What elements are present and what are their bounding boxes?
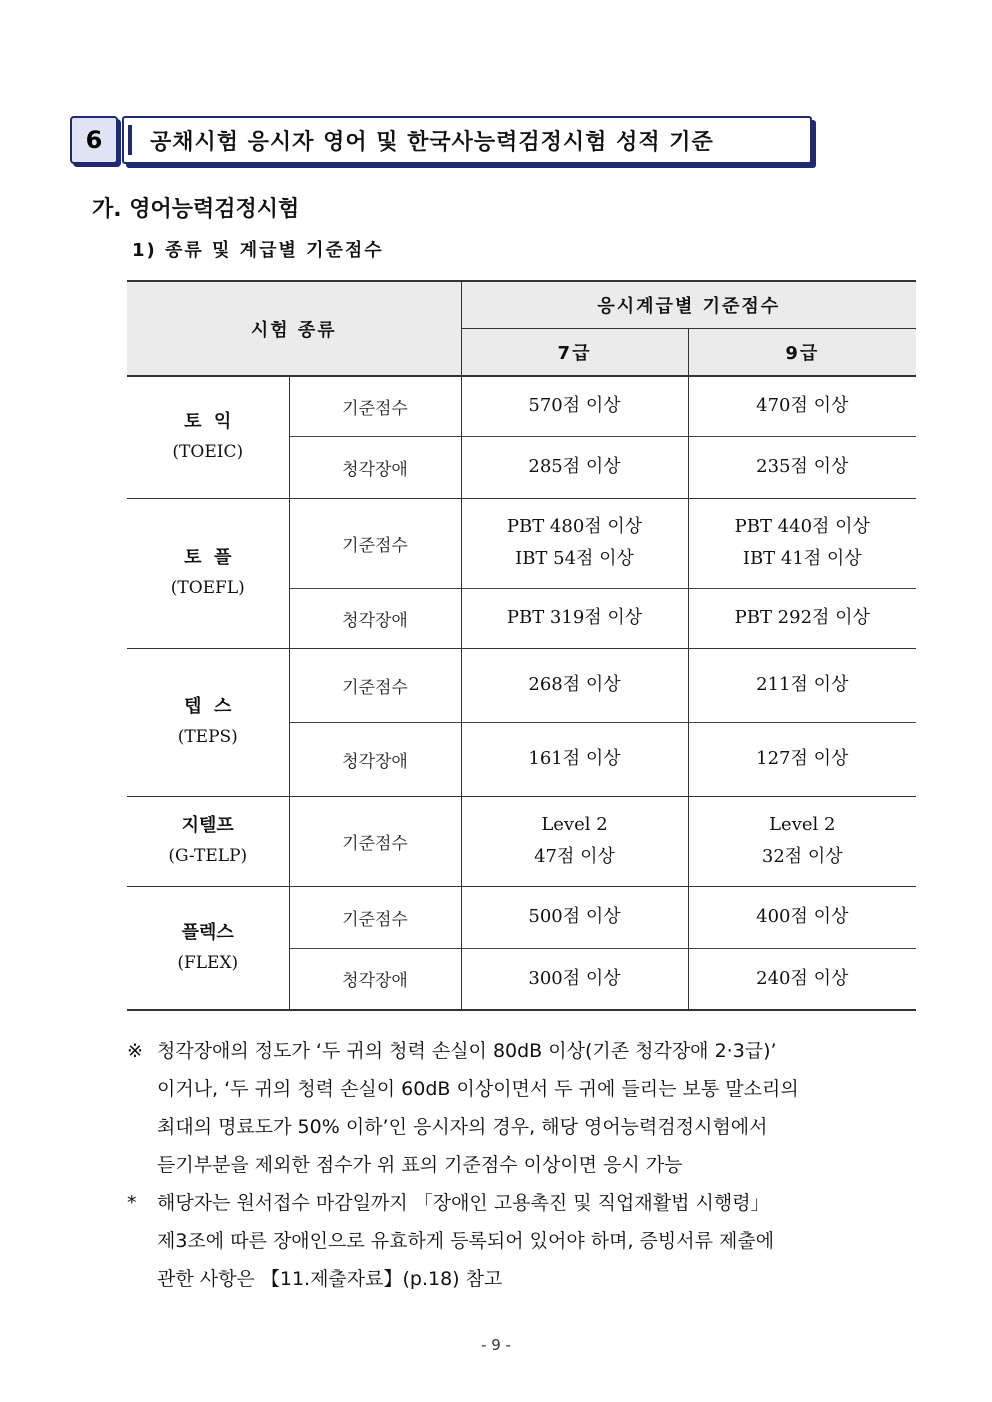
score-kind-cell: 기준점수 [289,886,461,948]
header-exam-type: 시험 종류 [127,281,461,376]
score-grade-7-cell [461,796,688,886]
header-grade-9: 9급 [688,329,916,377]
score-value: PBT 480점 이상 [506,516,643,537]
score-value: 570점 이상 [528,395,621,417]
exam-name-korean: 토 익 [184,411,232,433]
score-value: PBT 292점 이상 [734,607,870,628]
header-grade-7: 7급 [461,329,688,377]
score-kind-cell: 기준점수 [289,796,461,886]
score-grade-7-cell [461,376,688,436]
note-mark: * [127,1192,137,1214]
score-value: 47점 이상 [534,846,615,867]
exam-name-english: (TOEIC) [172,442,244,463]
score-value: 235점 이상 [756,456,849,477]
title-accent-bar [128,125,132,155]
score-value: PBT 440점 이상 [734,516,870,537]
exam-name-english: (TOEFL) [170,578,245,598]
page-number: - 9 - [481,1336,511,1354]
score-kind-cell: 청각장애 [289,722,461,796]
exam-name-korean: 토 플 [184,547,232,568]
exam-name-korean: 플렉스 [181,921,234,943]
note-line: 이거나, ‘두 귀의 청력 손실이 60dB 이상이면서 두 귀에 들리는 보통 말소리의 [157,1078,799,1100]
exam-name-cell [127,886,289,1010]
score-value: IBT 41점 이상 [742,548,862,569]
score-grade-9-cell [688,436,916,498]
score-kind-cell: 기준점수 [289,376,461,436]
score-grade-7-cell [461,948,688,1010]
note-registration [127,1184,774,1298]
exam-name-cell [127,376,289,498]
note-line: 해당자는 원서접수 마감일까지 「장애인 고용촉진 및 직업재활법 시행령」 [157,1192,770,1214]
score-value: 500점 이상 [528,906,621,927]
subsection-heading: 가. 영어능력검정시험 [92,197,300,222]
score-value: 32점 이상 [761,846,843,867]
score-grade-7-cell [461,886,688,948]
exam-name-cell [127,796,289,886]
score-grade-7-cell [461,436,688,498]
score-kind-cell: 기준점수 [289,498,461,588]
score-value: Level 2 [769,814,836,835]
score-value: 127점 이상 [756,748,849,769]
score-grade-7-cell [461,498,688,588]
score-value: PBT 319점 이상 [506,607,643,628]
score-value: 470점 이상 [756,395,849,417]
score-value: 268점 이상 [528,674,621,695]
score-grade-9-cell [688,376,916,436]
score-value: Level 2 [541,814,608,835]
score-grade-9-cell [688,796,916,886]
section-number-badge: 6 [70,116,118,164]
score-grade-7-cell [461,722,688,796]
exam-name-english: (G-TELP) [168,846,248,866]
exam-name-cell [127,648,289,796]
subsubsection-heading: 1) 종류 및 계급별 기준점수 [132,240,384,261]
exam-name-korean: 텝 스 [184,696,232,717]
score-kind-cell: 청각장애 [289,588,461,648]
score-grade-9-cell [688,948,916,1010]
exam-name-english: (TEPS) [177,727,238,747]
score-value: 240점 이상 [756,967,849,989]
score-grade-9-cell [688,588,916,648]
score-value: 161점 이상 [528,748,621,769]
header-grade-group: 응시계급별 기준점수 [461,281,916,329]
score-kind-cell: 청각장애 [289,948,461,1010]
section-title: 공채시험 응시자 영어 및 한국사능력검정시험 성적 기준 [150,129,714,155]
score-value: 285점 이상 [528,456,621,477]
note-line: 최대의 명료도가 50% 이하’인 응시자의 경우, 해당 영어능력검정시험에서 [157,1116,768,1138]
note-mark: ※ [127,1040,143,1062]
score-grade-9-cell [688,886,916,948]
score-value: 300점 이상 [528,967,621,989]
score-kind-cell: 청각장애 [289,436,461,498]
section-title-box [122,116,812,164]
score-table [127,280,916,1011]
score-kind-cell: 기준점수 [289,648,461,722]
score-grade-9-cell [688,498,916,588]
score-value: 400점 이상 [756,906,849,927]
note-line: 관한 사항은 【11.제출자료】(p.18) 참고 [157,1268,503,1290]
score-grade-9-cell [688,722,916,796]
note-line: 듣기부분을 제외한 점수가 위 표의 기준점수 이상이면 응시 가능 [157,1154,683,1176]
note-hearing-impaired [127,1032,799,1184]
score-grade-9-cell [688,648,916,722]
exam-name-korean: 지텔프 [181,815,234,836]
score-value: IBT 54점 이상 [515,548,634,569]
note-line: 제3조에 따른 장애인으로 유효하게 등록되어 있어야 하며, 증빙서류 제출에 [157,1230,775,1252]
score-grade-7-cell [461,588,688,648]
exam-name-cell [127,498,289,648]
exam-name-english: (FLEX) [177,952,239,973]
note-line: 청각장애의 정도가 ‘두 귀의 청력 손실이 80dB 이상(기존 청각장애 2·3급)’ [157,1040,777,1062]
score-value: 211점 이상 [756,674,849,695]
score-grade-7-cell [461,648,688,722]
